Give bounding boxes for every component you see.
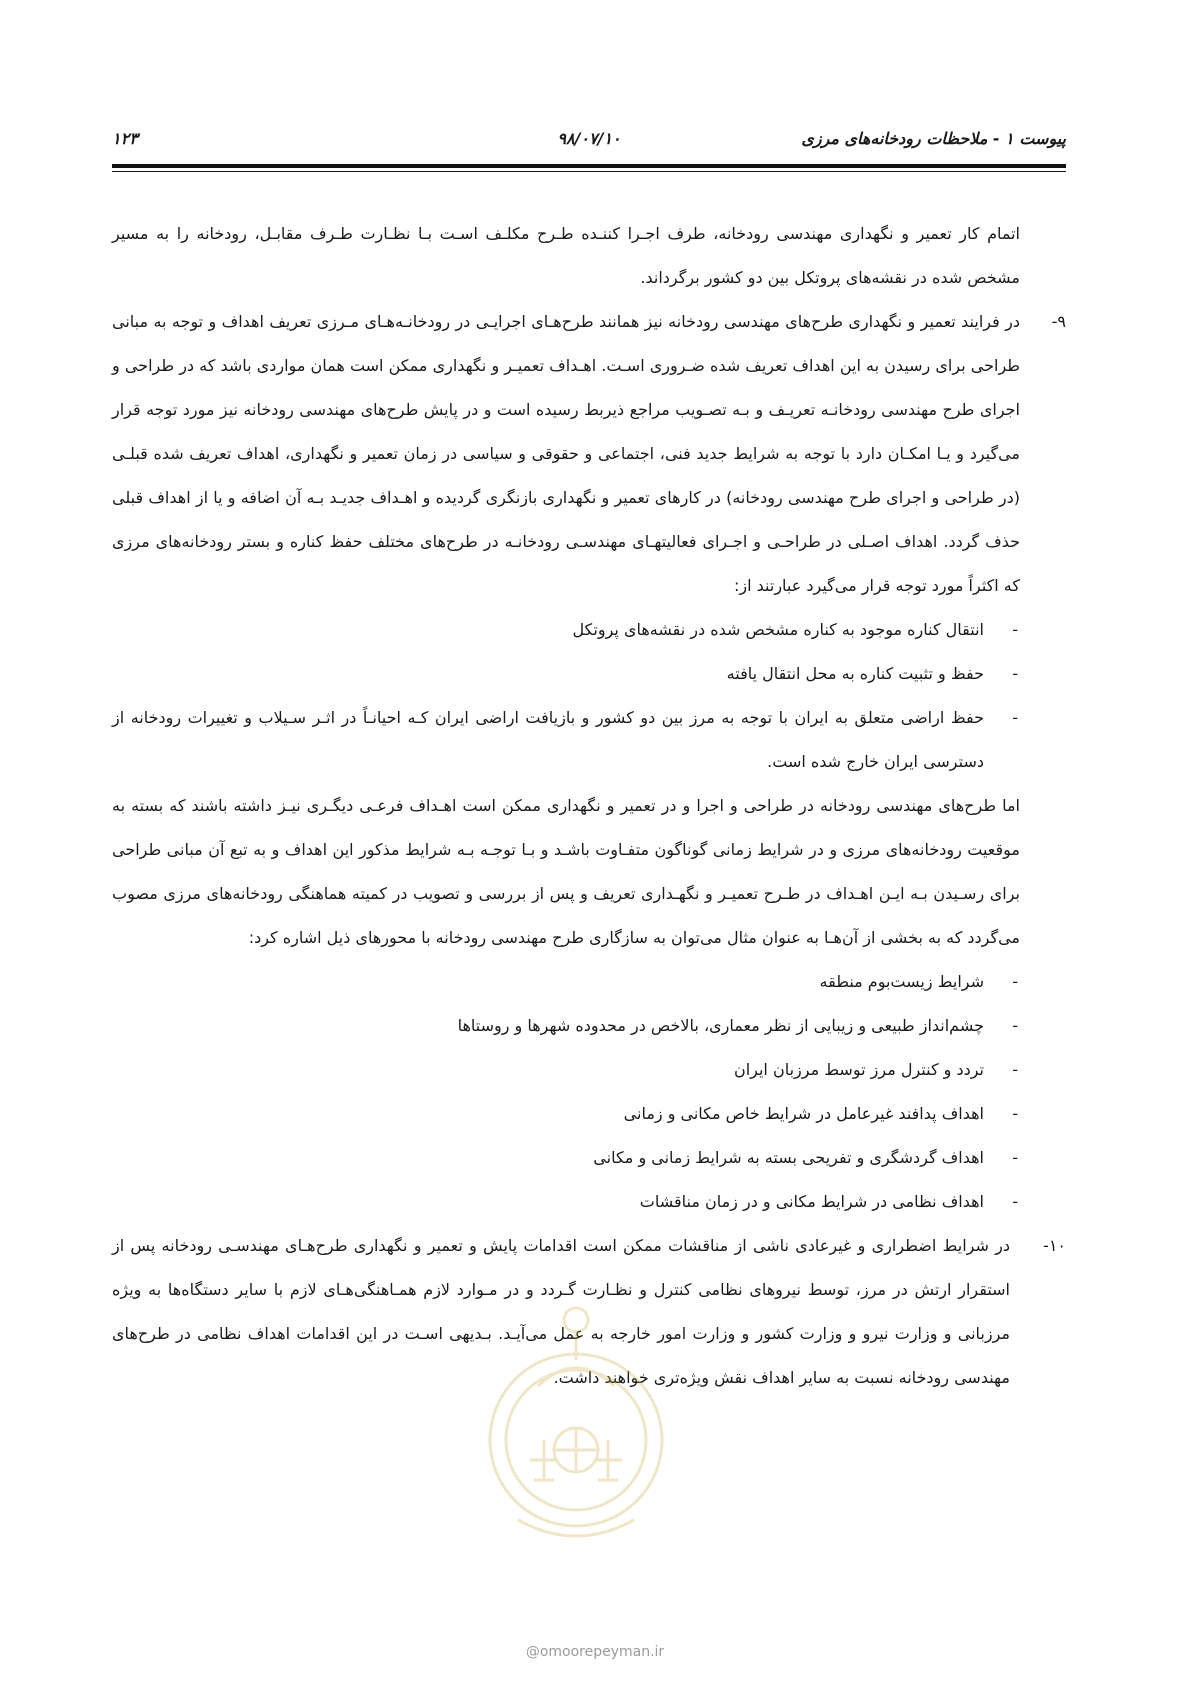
document-body [112,212,1066,1400]
list-item [112,1004,1066,1048]
bullet-dash: - [1012,972,1018,991]
list-item [112,652,1066,696]
list-item-text: اهداف پدافند غیرعامل در شرایط خاص مکانی و زمانی [623,1104,984,1123]
list-item [112,1092,1066,1136]
bullet-dash: - [1012,1148,1018,1167]
bullet-dash: - [1012,620,1018,639]
list-item [112,960,1066,1004]
section-title: پیوست ۱ - ملاحظات رودخانه‌های مرزی [801,129,1066,148]
item-9-number: ۹- [1051,312,1066,331]
secondary-paragraph: اما طرح‌های مهندسی رودخانه در طراحی و اجرا و در تعمیر و نگهداری ممکن است اهـداف فرعـی دیگـری نیـز داشته باشند که بسته به موقعیت رودخانه‌های مرزی و در شرایط زمانی گوناگون متفـاوت باشـد و بـا توجـه بـه شرایط مذکور این اهداف و به تبع آن مبانی طراحی برای رسـیدن بـه ایـن اهـداف در طـرح تعمیـر و نگهـداری تعریف و پس از بررسی و تصویب در کمیته هماهنگی رودخانه‌های مرزی مصوب می‌گردد که به بخشی از آن‌هـا به عنوان مثال می‌توان به سازگاری طرح مهندسی رودخانه با محورهای ذیل اشاره کرد: [112,796,1020,947]
list-item-text: تردد و کنترل مرز توسط مرزبان ایران [733,1060,984,1079]
list-item-text: حفظ و تثبیت کناره به محل انتقال یافته [726,664,984,683]
list-item [112,608,1066,652]
list-item-text: چشم‌انداز طبیعی و زیبایی از نظر معماری، بالاخص در محدوده شهرها و روستاها [457,1016,984,1035]
bullet-dash: - [1012,1016,1018,1035]
bullet-dash: - [1012,708,1018,727]
secondary-goals-list [112,960,1066,1224]
list-item-text: اهداف نظامی در شرایط مکانی و در زمان مناقشات [639,1192,984,1211]
list-item-text: حفظ اراضی متعلق به ایران با توجه به مرز بین دو کشور و بازیافت اراضی ایران کـه احیانـاً در اثـر سـیلاب و تغییرات رودخانه از دسترسی ایران خارج شده است. [112,708,984,771]
list-item-text: انتقال کناره موجود به کناره مشخص شده در نقشه‌های پروتکل [572,620,984,639]
page-header [112,124,1066,158]
list-item [112,1136,1066,1180]
item-10-text: در شرایط اضطراری و غیرعادی ناشی از مناقشات ممکن است اقدامات پایش و تعمیر و نگهداری طرح‌هـای مهندسـی رودخانه پس از استقرار ارتش در مرز، توسط نیروهای نظامی کنترل و نظـارت گـردد و در مـوارد لازم همـاهنگی‌هـای لازم با سایر دستگاه‌ها به ویژه مرزبانی و وزارت نیرو و وزارت کشور و وزارت امور خارجه به عمل می‌آیـد. بـدیهی اسـت در این اقدامات اهداف نظامی در طرح‌های مهندسی رودخانه نسبت به سایر اهداف نقش ویژه‌تری خواهند داشت. [112,1236,1010,1387]
list-item-text: شرایط زیست‌بوم منطقه [819,972,984,991]
header-rule-thick [112,164,1066,168]
item-9-text: در فرایند تعمیر و نگهداری طرح‌های مهندسی رودخانه نیز همانند طرح‌هـای اجرایـی در رودخانـه‌هـای مـرزی تعریف اهداف و توجه به مبانی طراحی برای رسیدن به این اهداف تعریف شده ضـروری اسـت. اهـداف تعمیـر و نگهداری ممکن است همان مواردی باشد که در طراحی و اجرای طرح مهندسی رودخانـه تعریـف و بـه تصـویب مراجع ذیربط رسیده است و در پایش طرح‌های مهندسی رودخانه نیز مورد توجه قرار می‌گیرد و یـا امکـان دارد با توجه به شرایط جدید فنی، اجتماعی و حقوقی و سیاسی در زمان تعمیر و نگهداری، اهداف تعریف شده قبلـی (در طراحی و اجرای طرح مهندسی رودخانه) در کارهای تعمیر و نگهداری بازنگری گردیده و اهـداف جدیـد بـه آن اضافه و یا از اهداف قبلی حذف گردد. اهداف اصـلی در طراحـی و اجـرای فعالیتهـای مهندسـی رودخانـه در طرح‌های مختلف حفظ کناره و بستر رودخانه‌های مرزی که اکثراً مورد توجه قرار می‌گیرد عبارتند از: [112,312,1020,595]
bullet-dash: - [1012,1060,1018,1079]
header-rule-thin [112,171,1066,172]
bullet-dash: - [1012,1192,1018,1211]
list-item [112,1048,1066,1092]
footer-url: @omoorepeyman.ir [525,1644,665,1660]
list-item-text: اهداف گردشگری و تفریحی بسته به شرایط زمانی و مکانی [593,1148,984,1167]
list-item [112,696,1066,784]
item-9 [112,300,1066,608]
bullet-dash: - [1012,1104,1018,1123]
page-number: ۱۲۳ [112,129,138,148]
bullet-dash: - [1012,664,1018,683]
seal-logo-icon [478,1290,674,1570]
header-date: ۹۸/۰۷/۱۰ [557,129,621,148]
list-item [112,1180,1066,1224]
item-10-number: ۱۰- [1043,1236,1066,1255]
intro-paragraph: اتمام کار تعمیر و نگهداری مهندسی رودخانه، طرف اجـرا کننـده طـرح مکلـف اسـت بـا نظـارت طـرف مقابـل، رودخانه را به مسیر مشخص شده در نقشه‌های پروتکل بین دو کشور برگرداند. [112,224,1020,287]
main-goals-list [112,608,1066,784]
